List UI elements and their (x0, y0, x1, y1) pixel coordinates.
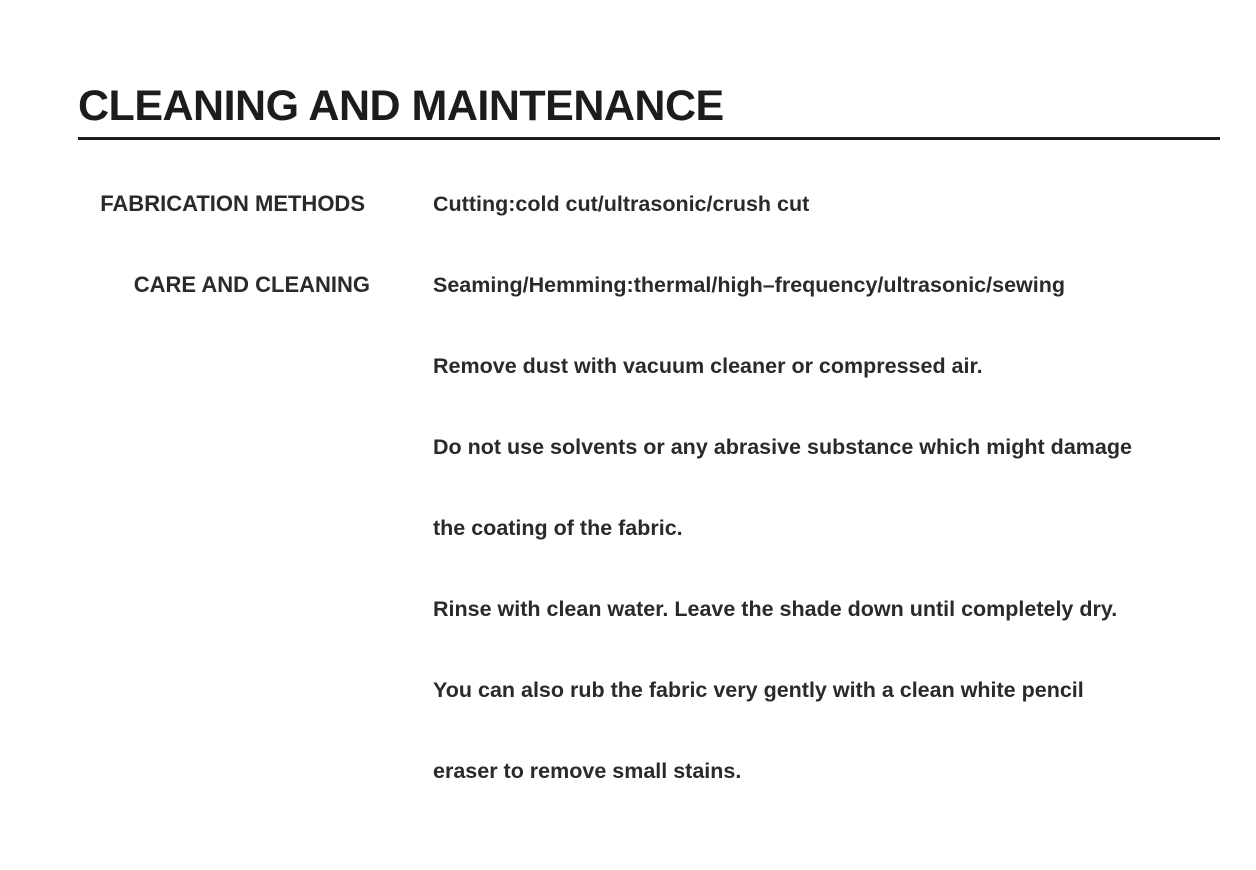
text-line: eraser to remove small stains. (433, 759, 742, 783)
text-line: You can also rub the fabric very gently with a clean white pencil (433, 678, 1084, 702)
text-line: Seaming/Hemming:thermal/high–frequency/ultrasonic/sewing (433, 273, 1065, 297)
text-line: Remove dust with vacuum cleaner or compressed air. (433, 354, 983, 378)
text-line: Cutting:cold cut/ultrasonic/crush cut (433, 192, 810, 216)
content-column (433, 190, 1248, 838)
label-care-and-cleaning: CARE AND CLEANING (133, 272, 370, 297)
label-fabrication-methods: FABRICATION METHODS (100, 191, 365, 216)
title-divider (78, 137, 1220, 140)
page-title: CLEANING AND MAINTENANCE (78, 82, 724, 130)
text-line: Do not use solvents or any abrasive substance which might damage (433, 435, 1132, 459)
text-line: the coating of the fabric. (433, 516, 683, 540)
text-line: Rinse with clean water. Leave the shade down until completely dry. (433, 597, 1118, 621)
